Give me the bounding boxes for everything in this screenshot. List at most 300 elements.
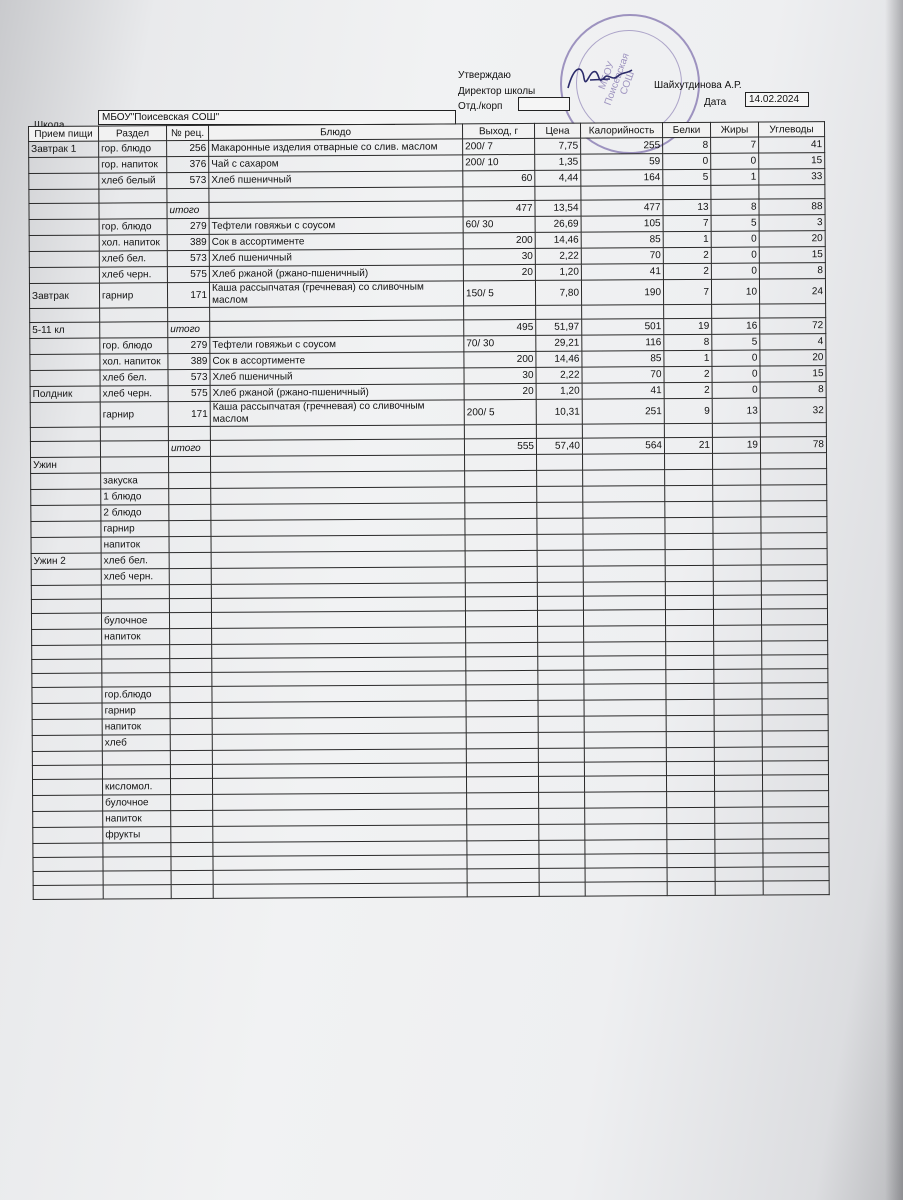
calories-cell [584, 776, 666, 793]
carbs-cell [761, 609, 827, 625]
price-cell [537, 550, 583, 566]
col-header: Белки [662, 122, 710, 137]
section-cell: хлеб черн. [100, 386, 168, 402]
dish-cell [210, 425, 464, 441]
price-cell: 26,69 [535, 216, 581, 232]
section-cell [103, 843, 171, 857]
meal-cell: Ужин 2 [31, 553, 101, 569]
dish-cell [212, 671, 466, 687]
recipe-number-cell: 573 [167, 250, 209, 266]
calories-cell: 70 [582, 367, 664, 384]
fat-cell [714, 747, 762, 761]
calories-cell: 116 [582, 335, 664, 352]
protein-cell: 19 [664, 318, 712, 334]
meal-cell [29, 267, 99, 283]
yield-cell [466, 626, 538, 642]
price-cell [538, 656, 584, 670]
yield-cell [465, 596, 537, 610]
section-cell [103, 885, 171, 899]
recipe-number-cell: 575 [168, 385, 210, 401]
price-cell [538, 642, 584, 656]
yield-cell [463, 186, 535, 200]
section-cell: гор. блюдо [100, 338, 168, 354]
yield-cell: 60 [463, 170, 535, 186]
calories-cell: 251 [582, 399, 664, 425]
price-cell [537, 470, 583, 486]
recipe-number-cell [171, 884, 213, 898]
meal-cell [31, 537, 101, 553]
price-cell: 10,31 [536, 399, 582, 424]
price-cell [536, 305, 582, 319]
meal-cell: Полдник [30, 386, 100, 402]
yield-cell: 495 [464, 319, 536, 335]
price-cell: 1,35 [535, 154, 581, 170]
fat-cell: 5 [711, 215, 759, 231]
meal-cell [29, 251, 99, 267]
dish-cell: Каша рассыпчатая (гречневая) со сливочным маслом [210, 400, 464, 427]
fat-cell [713, 533, 761, 549]
yield-cell [464, 424, 536, 438]
price-cell [538, 748, 584, 762]
protein-cell [665, 501, 713, 517]
calories-cell: 190 [581, 280, 663, 306]
dish-cell [212, 717, 466, 735]
price-cell [537, 518, 583, 534]
meal-cell [32, 629, 102, 645]
recipe-number-cell: 389 [168, 353, 210, 369]
meal-cell [29, 157, 99, 173]
meal-cell [32, 659, 102, 673]
section-cell: кисломол. [102, 779, 170, 795]
director-signature [560, 58, 650, 98]
section-cell: хлеб бел. [100, 370, 168, 386]
meal-cell [30, 370, 100, 386]
protein-cell [664, 423, 712, 437]
fat-cell: 0 [712, 382, 760, 398]
fat-cell [711, 185, 759, 199]
carbs-cell: 3 [759, 215, 825, 231]
protein-cell: 21 [664, 437, 712, 453]
protein-cell: 1 [663, 231, 711, 247]
protein-cell: 2 [663, 247, 711, 263]
section-cell [100, 322, 168, 338]
menu-table [28, 121, 830, 900]
menu-table-body [29, 137, 830, 900]
calories-cell [585, 792, 667, 809]
dish-cell: Хлеб ржаной (ржано-пшеничный) [209, 265, 463, 283]
dish-cell [212, 643, 466, 659]
protein-cell [666, 641, 714, 655]
director-label: Директор школы [458, 86, 536, 97]
recipe-number-cell: 573 [167, 172, 209, 188]
dish-cell: Тефтели говяжьи с соусом [210, 336, 464, 354]
recipe-number-cell [170, 778, 212, 794]
section-cell: хлеб бел. [101, 553, 169, 569]
calories-cell [583, 582, 665, 597]
dept-field [518, 97, 570, 111]
price-cell [537, 582, 583, 596]
recipe-number-cell [170, 718, 212, 734]
protein-cell [664, 304, 712, 318]
meal-cell [32, 719, 102, 735]
meal-cell [30, 354, 100, 370]
meal-cell: Завтрак [29, 283, 99, 308]
recipe-number-cell [169, 456, 211, 472]
calories-cell: 564 [582, 438, 664, 455]
recipe-number-cell [169, 612, 211, 628]
fat-cell: 16 [712, 318, 760, 334]
yield-cell [466, 776, 538, 792]
recipe-number-cell [171, 870, 213, 884]
protein-cell [667, 791, 715, 807]
recipe-number-cell [170, 764, 212, 778]
fat-cell: 0 [712, 350, 760, 366]
fat-cell: 8 [711, 199, 759, 215]
dish-cell [211, 471, 465, 489]
price-cell [536, 424, 582, 438]
yield-cell [466, 700, 538, 716]
price-cell [539, 824, 585, 840]
carbs-cell [762, 715, 828, 731]
fat-cell: 0 [711, 231, 759, 247]
carbs-cell [763, 839, 829, 853]
protein-cell [665, 549, 713, 565]
section-cell: гарнир [102, 703, 170, 719]
protein-cell: 13 [663, 199, 711, 215]
fat-cell [713, 517, 761, 533]
price-cell [538, 716, 584, 732]
section-cell: хлеб черн. [101, 569, 169, 585]
calories-cell: 477 [581, 200, 663, 217]
section-cell [99, 189, 167, 203]
calories-cell: 501 [582, 319, 664, 336]
calories-cell [584, 732, 666, 749]
carbs-cell [761, 453, 827, 469]
calories-cell [584, 762, 666, 777]
dish-cell [212, 733, 466, 751]
protein-cell: 5 [663, 169, 711, 185]
fat-cell [714, 715, 762, 731]
calories-cell [583, 610, 665, 627]
protein-cell [663, 185, 711, 199]
carbs-cell: 88 [759, 199, 825, 215]
carbs-cell: 15 [759, 153, 825, 169]
dish-cell [213, 869, 467, 885]
section-cell: хол. напиток [100, 354, 168, 370]
meal-cell [32, 687, 102, 703]
protein-cell: 2 [664, 382, 712, 398]
protein-cell [666, 761, 714, 775]
section-cell: гор. блюдо [99, 141, 167, 157]
calories-cell [583, 470, 665, 487]
yield-cell: 200 [464, 351, 536, 367]
recipe-number-cell [169, 598, 211, 612]
section-cell: фрукты [103, 827, 171, 843]
meal-cell [30, 441, 100, 457]
protein-cell: 8 [663, 137, 711, 153]
yield-cell [465, 486, 537, 502]
section-cell: напиток [102, 629, 170, 645]
meal-cell [32, 703, 102, 719]
meal-cell: 5-11 кл [30, 322, 100, 338]
dish-cell [211, 455, 465, 473]
meal-cell [33, 811, 103, 827]
fat-cell [713, 609, 761, 625]
dish-cell: Хлеб пшеничный [209, 171, 463, 189]
calories-cell [583, 518, 665, 535]
col-header: Цена [534, 123, 580, 138]
recipe-number-cell [169, 472, 211, 488]
calories-cell: 255 [581, 138, 663, 155]
carbs-cell [760, 423, 826, 437]
yield-cell [467, 868, 539, 882]
protein-cell [666, 715, 714, 731]
dish-cell: Макаронные изделия отварные со слив. маслом [209, 139, 463, 157]
carbs-cell: 72 [760, 318, 826, 334]
fat-cell: 10 [711, 279, 759, 304]
fat-cell [712, 304, 760, 318]
meal-cell [29, 235, 99, 251]
yield-cell [465, 502, 537, 518]
calories-cell [584, 626, 666, 643]
yield-cell [466, 716, 538, 732]
price-cell: 4,44 [535, 170, 581, 186]
protein-cell [667, 867, 715, 881]
recipe-number-cell [169, 552, 211, 568]
calories-cell: 85 [582, 351, 664, 368]
calories-cell [582, 305, 664, 320]
calories-cell [584, 642, 666, 657]
fat-cell: 19 [712, 437, 760, 453]
calories-cell [585, 808, 667, 825]
carbs-cell [762, 775, 828, 791]
dish-cell: Чай с сахаром [209, 155, 463, 173]
dish-cell: Сок в ассортименте [209, 233, 463, 251]
carbs-cell [763, 881, 829, 895]
protein-cell: 1 [664, 350, 712, 366]
yield-cell: 30 [463, 248, 535, 264]
protein-cell [667, 807, 715, 823]
price-cell [538, 684, 584, 700]
price-cell: 7,80 [535, 280, 581, 305]
protein-cell [665, 609, 713, 625]
meal-cell [31, 599, 101, 613]
carbs-cell [762, 683, 828, 699]
fat-cell [713, 549, 761, 565]
dish-cell [211, 519, 465, 537]
fat-cell [715, 791, 763, 807]
section-cell: напиток [103, 811, 171, 827]
fat-cell [715, 839, 763, 853]
section-cell: напиток [101, 537, 169, 553]
yield-cell [465, 582, 537, 596]
col-header: Прием пищи [29, 126, 99, 141]
recipe-number-cell [170, 672, 212, 686]
meal-cell [31, 585, 101, 599]
recipe-number-cell: 171 [168, 401, 210, 426]
fat-cell [714, 761, 762, 775]
section-cell: хол. напиток [99, 235, 167, 251]
meal-cell [32, 673, 102, 687]
fat-cell [714, 655, 762, 669]
fat-cell: 0 [711, 263, 759, 279]
director-name: Шайхутдинова А.Р. [654, 80, 742, 91]
recipe-number-cell: 256 [167, 140, 209, 156]
section-cell [102, 673, 170, 687]
col-header: Калорийность [580, 123, 662, 139]
protein-cell [666, 775, 714, 791]
calories-cell [584, 716, 666, 733]
price-cell [537, 486, 583, 502]
section-cell: гарнир [101, 521, 169, 537]
protein-cell [665, 581, 713, 595]
recipe-number-cell [168, 426, 210, 440]
recipe-number-cell: 279 [168, 337, 210, 353]
fat-cell [715, 881, 763, 895]
yield-cell [466, 656, 538, 670]
calories-cell [585, 840, 667, 855]
fat-cell [714, 683, 762, 699]
recipe-number-cell [169, 504, 211, 520]
carbs-cell [761, 485, 827, 501]
calories-cell [584, 670, 666, 685]
protein-cell: 9 [664, 398, 712, 423]
calories-cell [585, 868, 667, 883]
section-cell: хлеб черн. [99, 267, 167, 283]
col-header: Жиры [710, 122, 758, 137]
price-cell [539, 868, 585, 882]
dish-cell [209, 187, 463, 203]
price-cell: 2,22 [536, 367, 582, 383]
dish-cell [211, 567, 465, 585]
protein-cell [665, 533, 713, 549]
dish-cell [213, 841, 467, 857]
fat-cell: 0 [712, 366, 760, 382]
yield-cell [466, 732, 538, 748]
fat-cell [713, 469, 761, 485]
carbs-cell [763, 867, 829, 881]
section-cell [102, 765, 170, 779]
protein-cell [667, 839, 715, 853]
dish-cell [209, 201, 463, 219]
carbs-cell [761, 565, 827, 581]
dish-cell [211, 597, 465, 613]
price-cell: 2,22 [535, 248, 581, 264]
dish-cell [213, 809, 467, 827]
fat-cell: 0 [711, 247, 759, 263]
carbs-cell: 32 [760, 398, 826, 423]
calories-cell [583, 454, 665, 471]
dish-cell: Каша рассыпчатая (гречневая) со сливочным маслом [209, 281, 463, 308]
recipe-number-cell [170, 658, 212, 672]
dish-cell: Хлеб пшеничный [210, 368, 464, 386]
yield-cell: 20 [463, 264, 535, 280]
section-cell: хлеб [102, 735, 170, 751]
carbs-cell: 8 [759, 263, 825, 279]
yield-cell: 200 [463, 232, 535, 248]
price-cell [537, 596, 583, 610]
dish-cell [213, 825, 467, 843]
protein-cell [666, 731, 714, 747]
meal-cell: Ужин [31, 457, 101, 473]
dish-cell [211, 583, 465, 599]
carbs-cell [761, 595, 827, 609]
section-cell [102, 751, 170, 765]
fat-cell: 7 [711, 137, 759, 153]
fat-cell [714, 731, 762, 747]
stamp-text: МБОУ Поисевская СОШ [596, 51, 637, 107]
dish-cell: Тефтели говяжьи с соусом [209, 217, 463, 235]
protein-cell [665, 595, 713, 609]
carbs-cell [761, 517, 827, 533]
calories-cell [582, 424, 664, 439]
protein-cell [667, 881, 715, 895]
section-cell [100, 308, 168, 322]
section-cell [101, 457, 169, 473]
price-cell: 14,46 [535, 232, 581, 248]
dish-cell [210, 320, 464, 338]
carbs-cell [763, 823, 829, 839]
meal-cell [30, 402, 100, 427]
yield-cell [465, 534, 537, 550]
recipe-number-cell [170, 628, 212, 644]
fat-cell [713, 485, 761, 501]
recipe-number-cell [170, 686, 212, 702]
calories-cell [583, 550, 665, 567]
approve-label: Утверждаю [458, 70, 511, 81]
yield-cell: 30 [464, 367, 536, 383]
section-cell: гор. напиток [99, 157, 167, 173]
yield-cell [467, 854, 539, 868]
section-cell [103, 871, 171, 885]
fat-cell [714, 625, 762, 641]
yield-cell [465, 454, 537, 470]
protein-cell [665, 485, 713, 501]
carbs-cell [762, 761, 828, 775]
protein-cell: 8 [664, 334, 712, 350]
dish-cell [211, 503, 465, 521]
dish-cell: Сок в ассортименте [210, 352, 464, 370]
section-cell: гор.блюдо [102, 687, 170, 703]
carbs-cell [762, 747, 828, 761]
carbs-cell [759, 185, 825, 199]
protein-cell [665, 565, 713, 581]
section-cell: закуска [101, 473, 169, 489]
meal-cell [29, 219, 99, 235]
recipe-number-cell: 279 [167, 218, 209, 234]
section-cell: хлеб бел. [99, 251, 167, 267]
calories-cell [584, 656, 666, 671]
recipe-number-cell [167, 188, 209, 202]
recipe-number-cell [171, 842, 213, 856]
section-cell [99, 203, 167, 219]
meal-cell [30, 427, 100, 441]
dish-cell [212, 685, 466, 703]
meal-cell [31, 473, 101, 489]
carbs-cell: 24 [759, 279, 825, 304]
fat-cell [712, 423, 760, 437]
recipe-number-cell: итого [168, 321, 210, 337]
recipe-number-cell [170, 750, 212, 764]
fat-cell [715, 823, 763, 839]
carbs-cell: 20 [760, 350, 826, 366]
yield-cell: 477 [463, 200, 535, 216]
col-header: Выход, г [462, 123, 534, 138]
protein-cell [666, 683, 714, 699]
calories-cell [583, 566, 665, 583]
section-cell: гор. блюдо [99, 219, 167, 235]
meal-cell [30, 308, 100, 322]
